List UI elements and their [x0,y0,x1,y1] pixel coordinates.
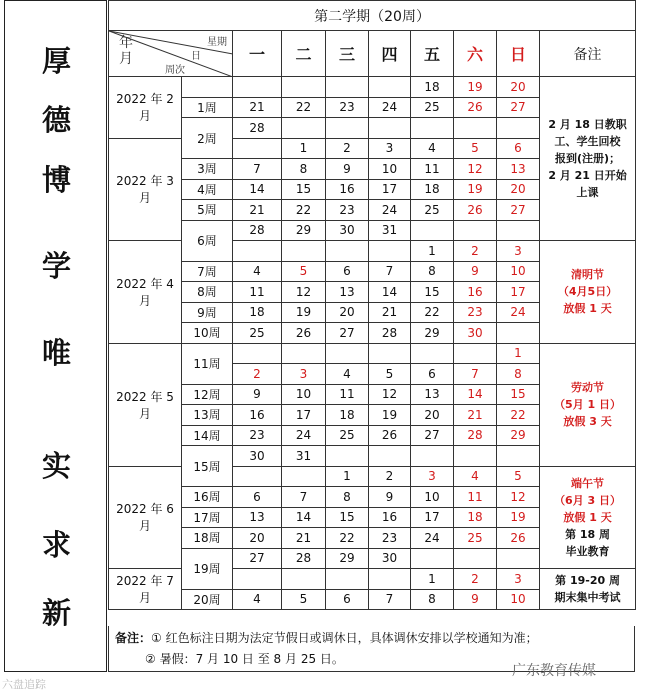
day-cell: 31 [282,446,326,467]
day-cell: 21 [233,97,282,118]
day-cell: 27 [233,548,282,569]
remarks-header: 备注 [540,31,636,77]
day-cell: 21 [282,528,326,549]
remark-line: 2 月 21 日开始 [548,169,627,182]
week-number: 15周 [182,446,233,487]
remark-line: 放假 3 天 [563,415,612,428]
day-cell: 11 [326,384,369,405]
day-cell [454,548,497,569]
day-cell: 17 [369,179,411,200]
day-cell: 9 [233,384,282,405]
day-cell: 17 [497,282,540,303]
footer-note-2: ② 暑假：7 月 10 日 至 8 月 25 日。 [145,652,344,666]
day-cell [369,118,411,139]
day-cell [233,241,282,262]
day-cell: 10 [497,589,540,610]
day-cell: 2 [454,241,497,262]
day-cell [282,77,326,98]
motto-char: 学 [41,249,71,283]
day-cell: 4 [233,589,282,610]
remark-line: 放假 1 天 [563,302,612,316]
week-number: 16周 [182,487,233,508]
week-number: 17周 [182,507,233,528]
remark-cell [540,343,636,466]
day-cell [282,343,326,364]
day-cell: 16 [454,282,497,303]
day-cell [454,343,497,364]
day-cell: 22 [326,528,369,549]
day-cell [497,220,540,241]
remark-line: 期末集中考试 [554,591,621,604]
day-cell: 24 [497,302,540,323]
remark-line: 放假 1 天 [563,510,612,524]
weekday-sun: 日 [497,31,540,77]
day-cell: 4 [233,261,282,282]
remark-cell [540,241,636,344]
motto-char: 厚 [41,44,71,78]
day-cell: 5 [497,466,540,487]
day-cell: 25 [454,528,497,549]
day-cell: 18 [326,405,369,426]
remark-line: 工、学生回校 [554,135,621,148]
day-cell [411,548,454,569]
calendar-row [109,77,636,98]
day-cell: 31 [369,220,411,241]
day-cell: 12 [369,384,411,405]
day-cell [369,343,411,364]
motto-char: 唯 [41,336,71,370]
day-cell: 2 [454,569,497,590]
day-cell [454,220,497,241]
week-number: 1周 [182,97,233,118]
day-cell: 7 [369,589,411,610]
day-cell: 3 [369,138,411,159]
remark-line: 毕业教育 [565,544,610,558]
day-cell: 18 [233,302,282,323]
remark-line: 上课 [576,186,599,199]
day-cell: 8 [497,364,540,385]
weekday-fri: 五 [411,31,454,77]
day-cell: 6 [233,487,282,508]
day-cell: 10 [411,487,454,508]
day-cell: 23 [454,302,497,323]
day-cell: 19 [454,179,497,200]
remark-line: 第 18 周 [565,527,611,541]
calendar-row [109,343,636,364]
day-cell: 26 [454,200,497,221]
day-cell [282,466,326,487]
day-cell: 21 [369,302,411,323]
remark-line: 清明节 [571,268,605,282]
day-cell: 26 [282,323,326,344]
day-cell: 24 [369,97,411,118]
day-cell: 28 [454,425,497,446]
weekday-tue: 二 [282,31,326,77]
day-cell: 27 [326,323,369,344]
day-cell: 1 [282,138,326,159]
weekday-mon: 一 [233,31,282,77]
footer-line-1 [115,628,628,649]
day-cell: 21 [454,405,497,426]
day-cell: 10 [282,384,326,405]
day-cell: 5 [454,138,497,159]
corner-week-no: 周次 [165,65,185,76]
day-cell: 26 [369,425,411,446]
day-cell: 22 [497,405,540,426]
day-cell [326,118,369,139]
week-number: 8周 [182,282,233,303]
day-cell [411,343,454,364]
day-cell: 19 [369,405,411,426]
month-label: 2022 年 5 月 [109,343,182,466]
remark-line: 报到(注册)； [555,152,621,165]
day-cell [369,569,411,590]
day-cell: 21 [233,200,282,221]
day-cell [411,118,454,139]
day-cell: 17 [282,405,326,426]
day-cell: 6 [326,261,369,282]
day-cell: 6 [497,138,540,159]
day-cell: 4 [454,466,497,487]
day-cell: 16 [326,179,369,200]
day-cell [233,343,282,364]
day-cell: 25 [411,97,454,118]
day-cell: 5 [369,364,411,385]
day-cell: 30 [326,220,369,241]
day-cell: 2 [326,138,369,159]
day-cell [369,446,411,467]
day-cell [326,446,369,467]
week-number: 14周 [182,425,233,446]
week-number: 7周 [182,261,233,282]
day-cell: 20 [497,179,540,200]
day-cell: 22 [282,200,326,221]
corner-day: 日 [191,51,201,62]
header-corner [109,31,233,77]
day-cell: 11 [454,487,497,508]
school-calendar-table [108,0,636,610]
day-cell: 18 [411,179,454,200]
day-cell: 3 [497,241,540,262]
day-cell: 13 [411,384,454,405]
week-number: 4周 [182,179,233,200]
day-cell: 7 [282,487,326,508]
day-cell: 2 [233,364,282,385]
day-cell: 10 [497,261,540,282]
footer-note-1: ① 红色标注日期为法定节假日或调休日，具体调休安排以学校通知为准； [151,631,538,645]
day-cell: 15 [411,282,454,303]
day-cell: 20 [326,302,369,323]
motto-char: 实 [41,449,71,483]
day-cell: 9 [326,159,369,180]
day-cell: 13 [233,507,282,528]
day-cell: 5 [282,589,326,610]
day-cell: 29 [282,220,326,241]
day-cell: 14 [233,179,282,200]
day-cell: 9 [454,261,497,282]
day-cell: 20 [497,77,540,98]
day-cell: 23 [369,528,411,549]
day-cell: 15 [497,384,540,405]
watermark-right: 广东教育传媒 [512,663,596,679]
week-number [182,77,233,98]
day-cell [369,77,411,98]
day-cell: 12 [282,282,326,303]
remark-line: 端午节 [571,476,605,490]
day-cell: 22 [282,97,326,118]
remark-line: （6月 3 日） [554,493,622,507]
day-cell: 25 [326,425,369,446]
day-cell: 14 [282,507,326,528]
remark-cell [540,569,636,610]
day-cell [411,220,454,241]
remark-line: （5月 1 日） [554,398,622,411]
weekday-wed: 三 [326,31,369,77]
day-cell: 7 [233,159,282,180]
day-cell: 19 [282,302,326,323]
day-cell: 16 [369,507,411,528]
day-cell: 8 [411,589,454,610]
week-number: 2周 [182,118,233,159]
day-cell: 4 [411,138,454,159]
day-cell: 27 [497,97,540,118]
week-number: 9周 [182,302,233,323]
week-number: 6周 [182,220,233,261]
day-cell: 15 [282,179,326,200]
motto-char: 新 [41,596,71,630]
day-cell [454,446,497,467]
day-cell: 28 [233,118,282,139]
weekday-sat: 六 [454,31,497,77]
day-cell [497,118,540,139]
week-number: 5周 [182,200,233,221]
day-cell: 19 [497,507,540,528]
remark-cell [540,466,636,569]
motto-char: 求 [41,528,71,562]
week-number: 11周 [182,343,233,384]
day-cell: 25 [233,323,282,344]
day-cell: 3 [411,466,454,487]
day-cell: 24 [282,425,326,446]
day-cell: 7 [454,364,497,385]
day-cell: 22 [411,302,454,323]
corner-year-month: 年月 [119,35,133,67]
day-cell: 1 [497,343,540,364]
day-cell: 1 [411,241,454,262]
day-cell: 20 [233,528,282,549]
day-cell [497,446,540,467]
day-cell: 2 [369,466,411,487]
day-cell: 25 [411,200,454,221]
day-cell: 14 [454,384,497,405]
day-cell: 9 [454,589,497,610]
day-cell: 13 [326,282,369,303]
motto-sidebar [4,0,107,672]
week-number: 19周 [182,548,233,589]
day-cell: 19 [454,77,497,98]
footer-label: 备注： [115,631,152,645]
week-number: 10周 [182,323,233,344]
day-cell [326,343,369,364]
day-cell: 15 [326,507,369,528]
day-cell [497,548,540,569]
day-cell [233,77,282,98]
day-cell: 13 [497,159,540,180]
remark-line: 2 月 18 日教职 [548,118,627,131]
motto-char: 博 [41,163,71,197]
day-cell: 12 [497,487,540,508]
day-cell: 24 [369,200,411,221]
day-cell [233,569,282,590]
month-label: 2022 年 4 月 [109,241,182,344]
calendar-title: 第二学期（20周） [109,1,636,31]
day-cell: 24 [411,528,454,549]
day-cell: 7 [369,261,411,282]
day-cell [282,569,326,590]
corner-weekday: 星期 [207,37,227,48]
day-cell: 4 [326,364,369,385]
day-cell: 6 [411,364,454,385]
day-cell: 8 [326,487,369,508]
day-cell: 29 [497,425,540,446]
day-cell: 28 [369,323,411,344]
remark-cell [540,77,636,241]
day-cell: 14 [369,282,411,303]
day-cell: 20 [411,405,454,426]
month-label: 2022 年 7 月 [109,569,182,610]
weekday-thu: 四 [369,31,411,77]
day-cell: 27 [497,200,540,221]
day-cell: 11 [233,282,282,303]
day-cell [411,446,454,467]
day-cell: 26 [454,97,497,118]
week-number: 20周 [182,589,233,610]
month-label: 2022 年 3 月 [109,138,182,241]
week-number: 12周 [182,384,233,405]
remark-line: 劳动节 [571,381,605,394]
day-cell: 26 [497,528,540,549]
day-cell [326,77,369,98]
day-cell: 27 [411,425,454,446]
motto-char: 德 [41,103,71,137]
watermark-left: 六盘追踪 [2,678,46,691]
day-cell: 11 [411,159,454,180]
day-cell [326,241,369,262]
day-cell: 29 [326,548,369,569]
day-cell: 18 [411,77,454,98]
day-cell: 16 [233,405,282,426]
day-cell: 28 [233,220,282,241]
day-cell: 29 [411,323,454,344]
day-cell: 17 [411,507,454,528]
day-cell [326,569,369,590]
month-label: 2022 年 6 月 [109,466,182,569]
day-cell: 23 [326,200,369,221]
day-cell: 12 [454,159,497,180]
day-cell: 10 [369,159,411,180]
day-cell: 3 [282,364,326,385]
day-cell: 8 [282,159,326,180]
day-cell [282,241,326,262]
week-number: 13周 [182,405,233,426]
day-cell: 1 [326,466,369,487]
day-cell [282,118,326,139]
day-cell: 23 [326,97,369,118]
remark-line: 第 19-20 周 [555,574,620,587]
week-number: 3周 [182,159,233,180]
day-cell: 30 [454,323,497,344]
day-cell [233,138,282,159]
day-cell [233,466,282,487]
day-cell: 23 [233,425,282,446]
remark-line: （4月5日） [557,285,618,299]
day-cell [497,323,540,344]
day-cell: 30 [233,446,282,467]
day-cell: 8 [411,261,454,282]
day-cell [454,118,497,139]
week-number: 18周 [182,528,233,549]
day-cell: 18 [454,507,497,528]
day-cell: 30 [369,548,411,569]
month-label: 2022 年 2 月 [109,77,182,139]
day-cell: 28 [282,548,326,569]
day-cell: 3 [497,569,540,590]
day-cell: 1 [411,569,454,590]
day-cell [369,241,411,262]
day-cell: 9 [369,487,411,508]
day-cell: 6 [326,589,369,610]
day-cell: 5 [282,261,326,282]
